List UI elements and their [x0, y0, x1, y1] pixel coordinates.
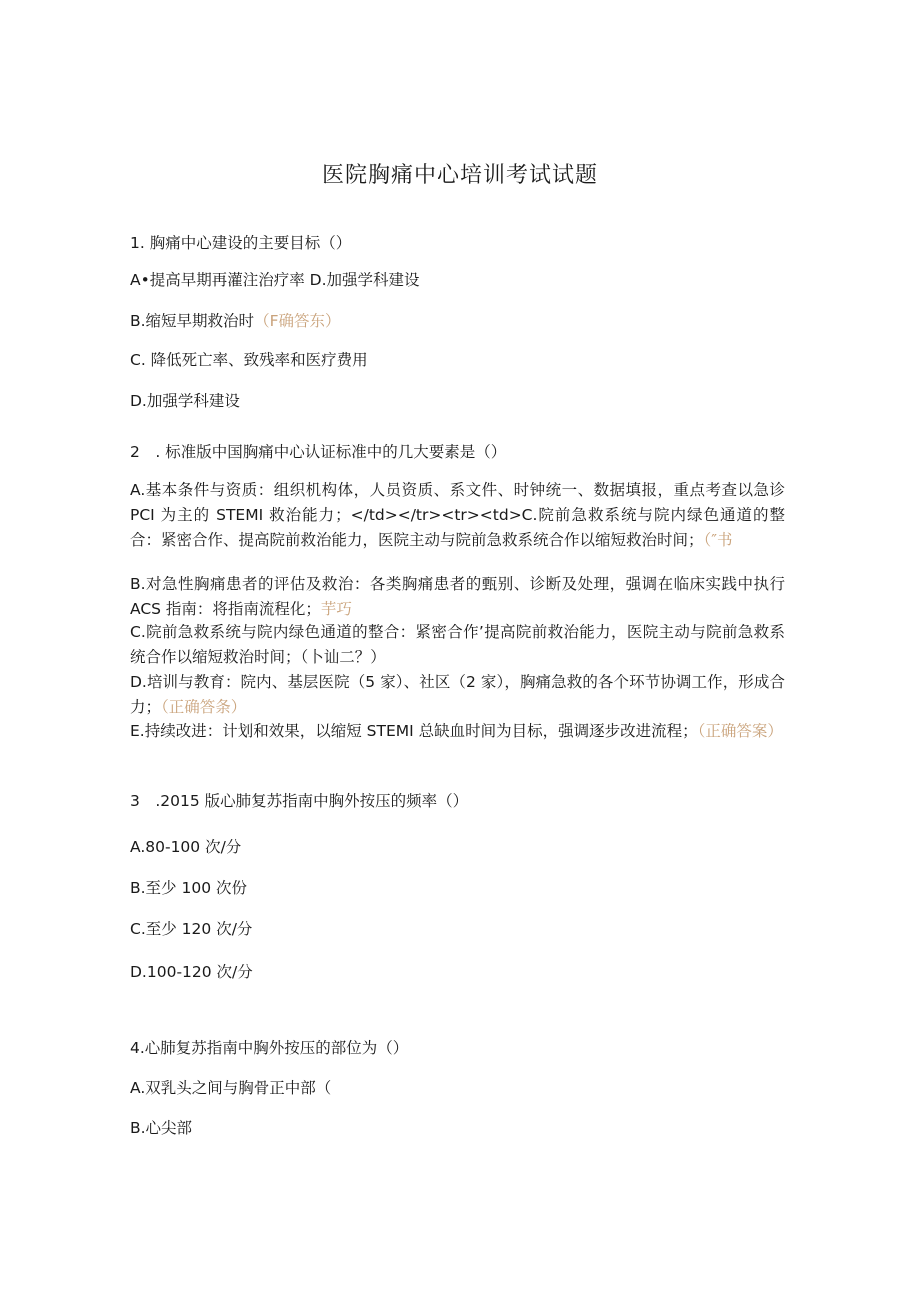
question-2-option-e [130, 719, 785, 744]
answer-mark: （″书 [703, 531, 733, 549]
question-3-option-a: A.80-100 次/分 [130, 838, 242, 856]
option-text: B.对急性胸痛患者的评估及救治：各类胸痛患者的甄别、诊断及处理，强调在临床实践中执行 ACS 指南：将指南流程化； [130, 575, 785, 618]
question-2-option-b [130, 572, 785, 622]
question-2-option-a [130, 478, 785, 553]
question-3-option-c: C.至少 120 次/分 [130, 920, 253, 938]
question-4-stem: 4.心肺复苏指南中胸外按压的部位为（） [130, 1039, 409, 1057]
answer-mark: （正确答案） [697, 722, 783, 740]
question-1-stem: 1. 胸痛中心建设的主要目标（） [130, 234, 352, 252]
question-1-option-b [130, 309, 340, 334]
question-1-option-c: C. 降低死亡率、致残率和医疗费用 [130, 351, 368, 369]
question-1-option-d: D.加强学科建设 [130, 392, 240, 410]
option-text: E.持续改进：计划和效果，以缩短 STEMI 总缺血时间为目标，强调逐步改进流程； [130, 722, 698, 740]
question-2-option-c [130, 620, 785, 670]
question-3-stem: 3 .2015 版心肺复苏指南中胸外按压的频率（） [130, 792, 469, 810]
page-title: 医院胸痛中心培训考试试题 [321, 163, 598, 188]
answer-mark: （正确答条） [161, 698, 247, 716]
question-2-option-d [130, 670, 785, 720]
question-1-option-a: A•提高早期再灌注治疗率 D.加强学科建设 [130, 271, 420, 289]
option-text: D.培训与教育：院内、基层医院（5 家）、社区（2 家），胸痛急救的各个环节协调工作，形成合力； [130, 673, 785, 716]
option-text: C.院前急救系统与院内绿色通道的整合：紧密合作’提高院前救治能力，医院主动与院前急救系统合作以缩短救治时间；（卜讪二？） [130, 623, 785, 666]
answer-mark: 芋巧 [320, 600, 352, 618]
question-2-stem: 2 . 标准版中国胸痛中心认证标准中的几大要素是（） [130, 443, 507, 461]
question-4-option-a: A.双乳头之间与胸骨正中部（ [130, 1079, 332, 1097]
question-4-option-b: B.心尖部 [130, 1119, 193, 1137]
question-3-option-d: D.100-120 次/分 [130, 963, 253, 981]
question-3-option-b: B.至少 100 次份 [130, 879, 247, 897]
option-text: A.基本条件与资质：组织机构体，人员资质、系文件、时钟统一、数据填报，重点考查以急诊 PCI 为主的 STEMI 救治能力；</td></tr><tr><td>C.院前急救系统与院内绿色通道的整合：紧密合作、提高院前救治能力，医院主动与院前急救系统合作以缩短救治时间； [130, 481, 785, 549]
option-text: B.缩短早期救治时 [130, 312, 255, 330]
answer-mark: （F确答东） [254, 312, 341, 330]
